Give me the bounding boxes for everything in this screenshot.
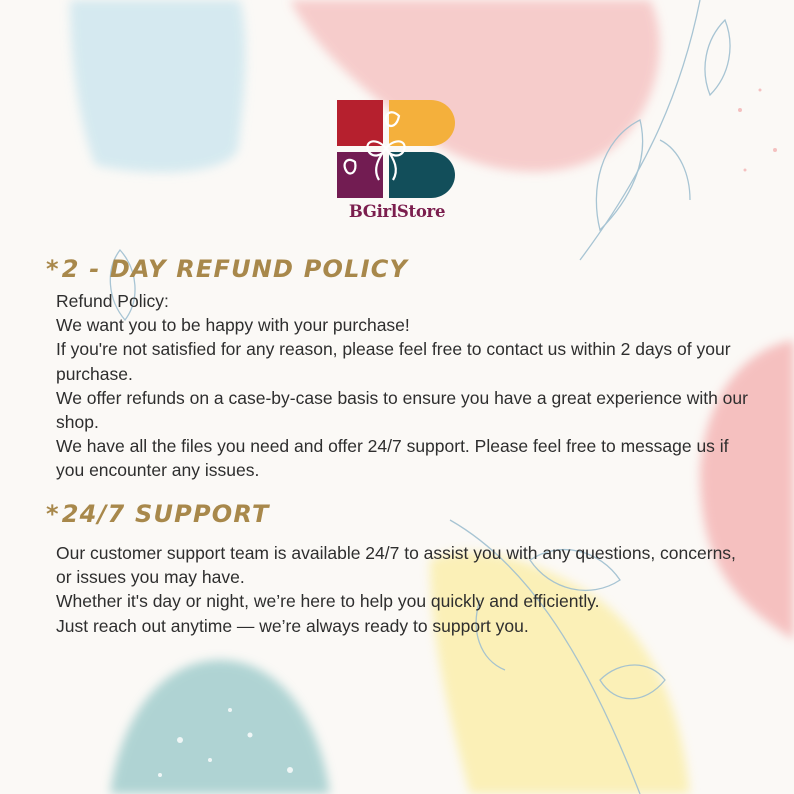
support-text (56, 541, 756, 638)
refund-policy-text (56, 289, 756, 483)
support-line: Our customer support team is available 24/7 to assist you with any questions, concerns, or issues you may have. (56, 543, 736, 588)
support-line: Just reach out anytime — we’re always ready to support you. (56, 615, 529, 636)
brand-logo (333, 98, 461, 228)
refund-line: We have all the files you need and offer 24/7 support. Please feel free to message us if you encounter any issues. (56, 436, 729, 481)
refund-policy-heading (46, 255, 408, 283)
refund-title: 2 - DAY REFUND POLICY (61, 255, 409, 283)
logo-mark-icon (333, 98, 461, 202)
support-star: * (46, 500, 60, 528)
refund-line: Refund Policy: (56, 291, 169, 311)
refund-star: * (46, 255, 60, 283)
refund-line: We want you to be happy with your purchase! (56, 315, 410, 336)
brand-name: BGirlStore (348, 202, 446, 221)
refund-line: If you're not satisfied for any reason, please feel free to contact us within 2 days of your purchase. (56, 339, 731, 384)
support-line: Whether it's day or night, we’re here to help you quickly and efficiently. (56, 591, 600, 612)
refund-line: We offer refunds on a case-by-case basis to ensure you have a great experience with our shop. (56, 387, 748, 433)
support-title: 24/7 SUPPORT (61, 500, 270, 528)
support-heading (46, 500, 270, 528)
